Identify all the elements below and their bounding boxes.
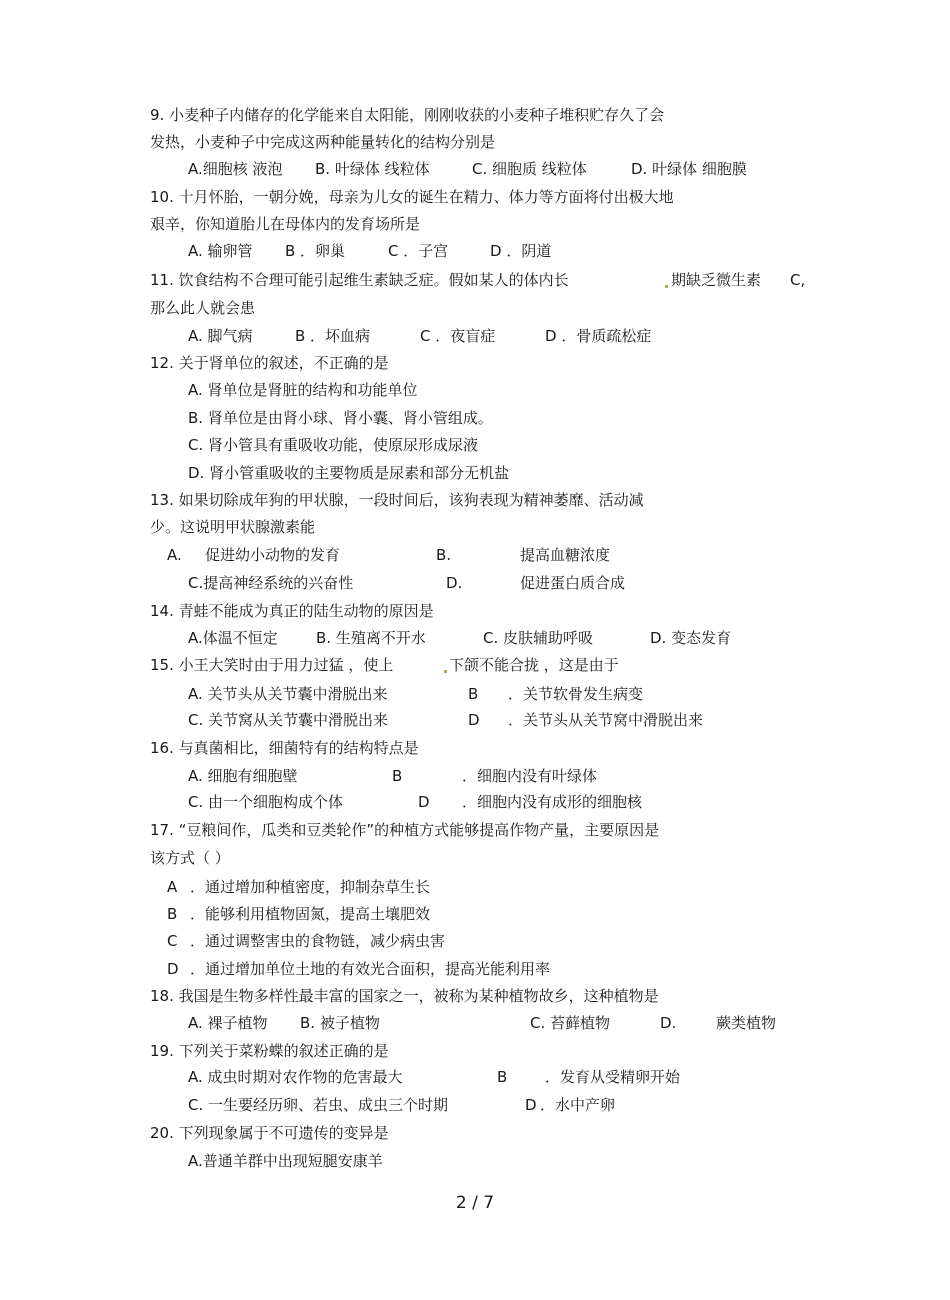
option-b-text: 提高血糖浓度 <box>520 546 611 564</box>
option-d-text: 促进蛋白质合成 <box>520 574 626 592</box>
option-d-label: D. <box>446 574 463 592</box>
option-c: C. 细胞质 线粒体 <box>472 160 587 178</box>
scan-speck <box>444 670 447 673</box>
option-d-text: 蕨类植物 <box>716 1014 777 1032</box>
option-b-label: B <box>497 1068 508 1086</box>
option-d-text: ．细胞内没有成形的细胞核 <box>462 793 643 811</box>
option-d: D ．骨质疏松症 <box>545 327 652 345</box>
option-c: C. 由一个细胞构成个体 <box>188 793 344 811</box>
option-b-text: ．细胞内没有叶绿体 <box>462 767 598 785</box>
option-d-label: D <box>468 711 480 729</box>
option-d-label: D <box>418 793 430 811</box>
option-c: C. 关节窝从关节囊中滑脱出来 <box>188 711 389 729</box>
option-c: C ．夜盲症 <box>420 327 496 345</box>
option-d-label: D. <box>660 1014 677 1032</box>
option-b: B. 被子植物 <box>300 1014 380 1032</box>
option-b: B. 生殖离不开水 <box>316 629 426 647</box>
option-a: A.体温不恒定 <box>188 629 278 647</box>
option-b: B ．坏血病 <box>295 327 371 345</box>
option-c: C ．子宫 <box>388 242 449 260</box>
option-b-label: B <box>392 767 403 785</box>
option-a: A. 关节头从关节囊中滑脱出来 <box>188 685 388 703</box>
page-number: 2 / 7 <box>455 1193 495 1213</box>
option-b-label: B <box>468 685 479 703</box>
option-c: C. 皮肤辅助呼吸 <box>483 629 594 647</box>
option-a: A.细胞核 液泡 <box>188 160 283 178</box>
option-a: A. 脚气病 <box>188 327 253 345</box>
option-d-label: D <box>525 1096 537 1114</box>
option-d: D ．阴道 <box>490 242 552 260</box>
scan-speck <box>665 285 668 288</box>
option-b-text: ．关节软骨发生病变 <box>508 685 644 703</box>
option-d: D. 变态发育 <box>650 629 732 647</box>
option-d-text: ．水中产卵 <box>540 1096 616 1114</box>
option-a-label: A. <box>167 546 182 564</box>
option-c: C.提高神经系统的兴奋性 <box>188 574 354 592</box>
option-d-text: ．关节头从关节窝中滑脱出来 <box>508 711 704 729</box>
option-a: A. 裸子植物 <box>188 1014 268 1032</box>
option-a: A. 输卵管 <box>188 242 253 260</box>
option-a: A. 成虫时期对农作物的危害最大 <box>188 1068 403 1086</box>
option-b-label: B. <box>436 546 452 564</box>
option-c: C. 一生要经历卵、若虫、成虫三个时期 <box>188 1096 449 1114</box>
option-b: B. 叶绿体 线粒体 <box>315 160 430 178</box>
option-b: B ．卵巢 <box>285 242 346 260</box>
option-a: A. 细胞有细胞壁 <box>188 767 298 785</box>
option-d: D. 叶绿体 细胞膜 <box>631 160 747 178</box>
option-c: C. 苔藓植物 <box>530 1014 611 1032</box>
option-b-text: ．发育从受精卵开始 <box>545 1068 681 1086</box>
option-a-text: 促进幼小动物的发育 <box>205 546 341 564</box>
